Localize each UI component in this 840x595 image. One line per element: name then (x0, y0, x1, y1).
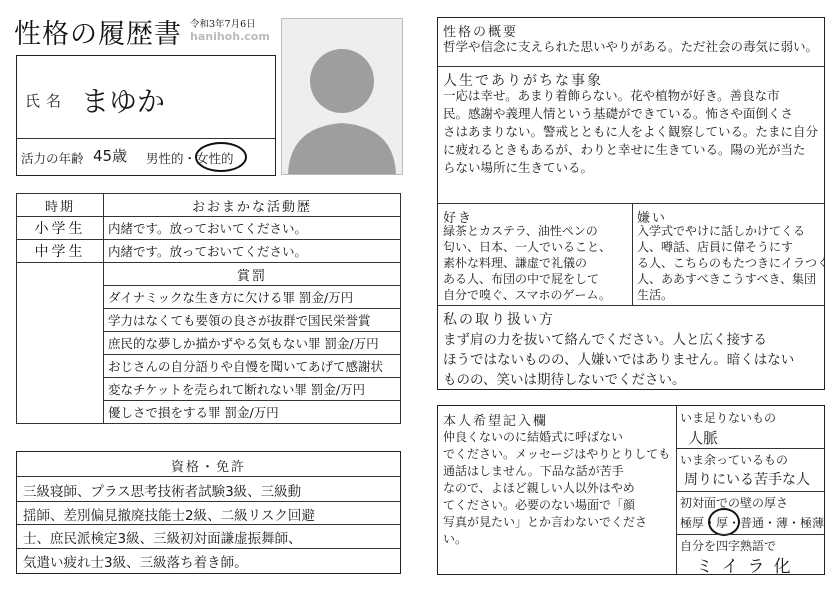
request-line: い。 (443, 532, 468, 546)
handling-line: ほうではないものの、人嫌いではありません。暗くはない (443, 352, 795, 368)
qualification-line: 揺師、差別偏見撤廃技能士2級、二級リスク回避 (23, 508, 315, 524)
life-event-line: に疲れるときもあるが、わりと幸せに生きている。陽の光が当た (443, 142, 806, 157)
request-line: 通話はしません。下品な話が苦手 (443, 464, 624, 478)
profile-box (16, 55, 276, 176)
likes-line: 緑茶とカステラ、油性ペンの (443, 224, 598, 238)
request-line: てください。必要のない場面で「顔 (443, 498, 636, 512)
overview-title: 性格の概要 (443, 25, 519, 40)
qualification-line: 三級寝師、プラス思考技術者試験3級、三級動 (23, 484, 302, 500)
excess-label: いま余っているもの (680, 453, 789, 467)
history-text: 内緒です。放っておいてください。 (104, 240, 401, 263)
gender-selection-circle (195, 142, 247, 172)
request-line: でください。メッセージはやりとりしても (443, 447, 671, 461)
requests-title: 本人希望記入欄 (443, 414, 549, 429)
history-era: 中学生 (17, 240, 104, 263)
excess-value: 周りにいる苦手な人 (684, 472, 810, 488)
handling-line: まず肩の力を抜いて絡んでください。人と広く接する (443, 332, 767, 348)
reward-item: 庶民的な夢しか描かずやる気もない罪 罰金/万円 (104, 332, 401, 355)
dislikes-line: る人、こちらのもたつきにイラつく (637, 256, 830, 270)
request-line: 仲良くないのに結婚式に呼ばない (443, 430, 624, 444)
lacking-value: 人脈 (688, 429, 719, 447)
dislikes-title: 嫌い (637, 211, 668, 226)
life-event-line: 民。感謝や義理人情という基礎ができている。怖さや面倒くさ (443, 106, 794, 121)
wall-selection-circle (708, 508, 740, 536)
qualifications-box (16, 451, 401, 574)
dislikes-line: 人、噂話、店員に偉そうにす (637, 240, 794, 254)
reward-item: 変なチケットを売られて断れない罪 罰金/万円 (104, 378, 401, 401)
likes-title: 好き (443, 211, 474, 226)
dislikes-line: 人、ああすべきこうすべき、集団 (637, 272, 817, 286)
document-date: 令和3年7月6日 (190, 19, 256, 30)
dislikes-line: 生活。 (637, 288, 674, 302)
history-row (17, 240, 401, 263)
gender-options: 男性的・女性的 (146, 151, 234, 166)
likes-line: 自分で嗅ぐ、スマホのゲーム。 (443, 288, 611, 302)
likes-line: 匂い、日本、一人でいること、 (443, 240, 612, 254)
site-url: hanihoh.com (190, 30, 270, 43)
request-line: 写真が見たい」とか言わないでくださ (443, 515, 648, 529)
age-label: 活力の年齢 (21, 151, 84, 166)
likes-line: ある人、布団の中で屁をして (443, 272, 600, 286)
reward-item: 学力はなくても要領の良さが抜群で国民栄誉賞 (104, 309, 401, 332)
reward-item: ダイナミックな生き方に欠ける罪 罰金/万円 (104, 286, 401, 309)
history-col-time: 時期 (17, 194, 104, 217)
handling-title: 私の取り扱い方 (443, 312, 555, 328)
lacking-label: いま足りないもの (680, 411, 777, 425)
name-label: 氏名 (25, 92, 68, 110)
life-event-line: 一応は幸せ。あまり着飾らない。花や植物が好き。善良な市 (443, 88, 780, 103)
reward-item: 優しさで損をする罪 罰金/万円 (104, 401, 401, 424)
life-event-line: さはあまりない。警戒とともに人をよく観察している。たまに自分 (443, 124, 819, 139)
likes-line: 素朴な料理、謙虚で礼儀の (443, 256, 588, 270)
history-row (17, 217, 401, 240)
history-col-activity: おおまかな活動歴 (104, 194, 401, 217)
name-value: まゆか (81, 85, 166, 118)
qualification-line: 気遣い疲れ士3級、三級落ち着き師。 (23, 555, 248, 571)
upper-right-panel (437, 17, 830, 390)
wall-options: 極厚・厚・普通・薄・極薄 (680, 516, 825, 530)
history-table (16, 193, 401, 424)
rewards-title: 賞罰 (104, 263, 401, 286)
idiom-value: ミイラ化 (696, 557, 800, 577)
avatar (281, 18, 403, 175)
reward-item: おじさんの自分語りや自慢を聞いてあげて感謝状 (104, 355, 401, 378)
handling-line: ものの、笑いは期待しないでください。 (443, 372, 686, 388)
idiom-label: 自分を四字熟語で (680, 539, 777, 553)
life-events-title: 人生でありがちな事象 (443, 73, 603, 89)
page-title: 性格の履歴書 (14, 19, 182, 50)
wall-label: 初対面での壁の厚さ (680, 496, 789, 510)
dislikes-line: 入学式でやけに話しかけてくる (637, 224, 806, 238)
request-line: なので、よほど親しい人以外はやめ (443, 481, 635, 495)
overview-text: 哲学や信念に支えられた思いやりがある。ただ社会の毒気に弱い。 (443, 39, 819, 54)
history-text: 内緒です。放っておいてください。 (104, 217, 401, 240)
life-event-line: らない場所に生きている。 (443, 160, 594, 175)
history-era: 小学生 (17, 217, 104, 240)
lower-right-panel (437, 405, 825, 575)
qualification-line: 士、庶民派検定3級、三級初対面謙虚振舞師、 (23, 531, 302, 547)
qualifications-title: 資格・免許 (170, 460, 246, 475)
age-value: 45歳 (93, 147, 128, 165)
